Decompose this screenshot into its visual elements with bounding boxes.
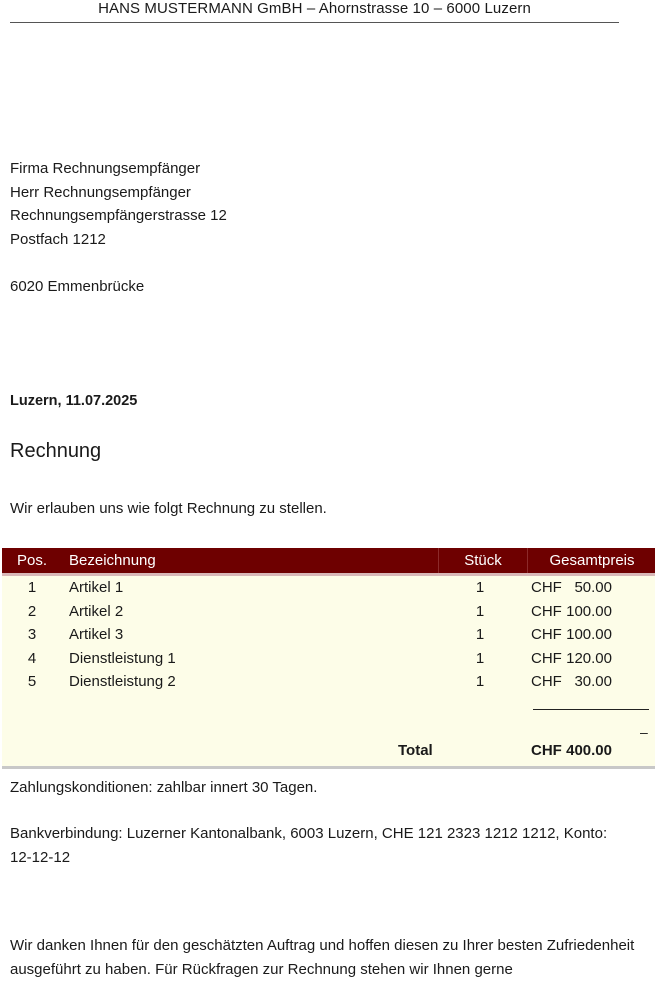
cell-stueck: 1 (475, 649, 485, 667)
table-row (2, 600, 655, 624)
table-row (2, 647, 655, 671)
total-amount: 400.00 (566, 742, 612, 759)
cell-bezeichnung: Artikel 2 (69, 602, 124, 620)
cell-bezeichnung: Dienstleistung 2 (69, 673, 176, 690)
invoice-date: Luzern, 11.07.2025 (10, 393, 138, 409)
cell-bezeichnung: Artikel 3 (69, 626, 124, 643)
cell-amount: 30.00 (574, 673, 612, 690)
table-header (2, 548, 655, 576)
intro-text: Wir erlauben uns wie folgt Rechnung zu stellen. (10, 500, 327, 517)
recipient-company: Firma Rechnungsempfänger (10, 160, 201, 177)
address-spacer (10, 251, 227, 275)
cell-amount: 100.00 (566, 626, 612, 643)
cell-amount: 120.00 (566, 649, 612, 667)
cell-currency: CHF (531, 602, 562, 620)
header-pos: Pos. (17, 552, 48, 569)
cell-stueck: 1 (475, 579, 485, 596)
header-bezeichnung: Bezeichnung (69, 552, 156, 569)
sum-underline (533, 709, 649, 710)
cell-stueck: 1 (475, 673, 485, 690)
cell-pos: 2 (27, 602, 37, 620)
cell-amount: 100.00 (566, 602, 612, 620)
sum-dash: – (640, 724, 648, 740)
cell-bezeichnung: Dienstleistung 1 (69, 649, 176, 667)
document-title: Rechnung (10, 440, 102, 462)
table-row (2, 576, 655, 600)
cell-pos: 5 (27, 673, 37, 690)
recipient-city: 6020 Emmenbrücke (10, 277, 145, 295)
table-row (2, 670, 655, 694)
total-currency: CHF (531, 742, 562, 759)
cell-currency: CHF (531, 579, 562, 596)
recipient-street: Rechnungsempfängerstrasse 12 (10, 207, 227, 224)
table-row (2, 623, 655, 647)
cell-amount: 50.00 (574, 579, 612, 596)
cell-stueck: 1 (475, 626, 485, 643)
cell-currency: CHF (531, 626, 562, 643)
cell-currency: CHF (531, 673, 562, 690)
header-stueck: Stück (438, 548, 527, 573)
invoice-table (2, 548, 655, 769)
payment-terms: Zahlungskonditionen: zahlbar innert 30 Tagen. (10, 779, 318, 796)
letterhead: HANS MUSTERMANN GmBH – Ahornstrasse 10 – 6000 Luzern (10, 0, 619, 23)
cell-pos: 4 (27, 649, 37, 667)
cell-pos: 3 (27, 626, 37, 643)
closing-text: Wir danken Ihnen für den geschätzten Auftrag und hoffen diesen zu Ihrer besten Zufriedenheit ausgeführt zu haben. Für Rückfragen zur Rechnung stehen wir Ihnen gerne (10, 937, 635, 978)
header-gesamtpreis: Gesamtpreis (527, 548, 656, 573)
bank-details: Bankverbindung: Luzerner Kantonalbank, 6003 Luzern, CHE 121 2323 1212 1212, Konto: 12-12-12 (10, 825, 608, 866)
cell-pos: 1 (27, 579, 37, 596)
cell-currency: CHF (531, 649, 562, 667)
cell-stueck: 1 (475, 602, 485, 620)
total-label: Total (398, 742, 433, 759)
cell-bezeichnung: Artikel 1 (69, 579, 124, 596)
recipient-address (10, 157, 227, 298)
recipient-postbox: Postfach 1212 (10, 230, 106, 248)
recipient-person: Herr Rechnungsempfänger (10, 183, 191, 201)
